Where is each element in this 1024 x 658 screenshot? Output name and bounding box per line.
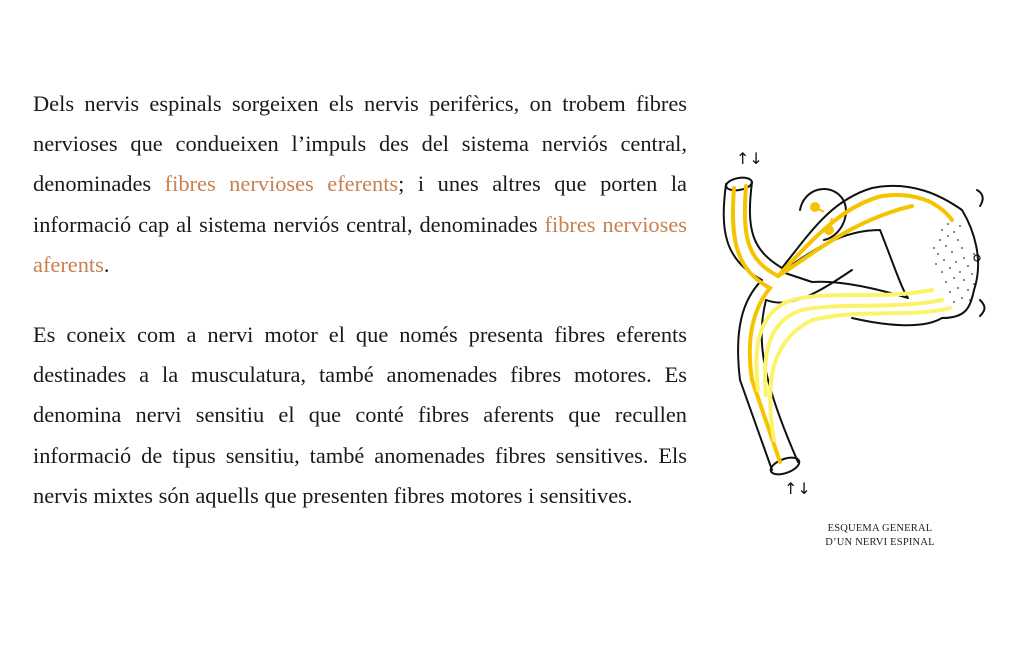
bottom-arrows-icon: ↑↓ <box>784 479 811 498</box>
top-arrows-icon: ↑↓ <box>736 149 763 168</box>
paragraph-1-text-a: Dels nervis espinals sorgeixen els nervis perifèrics, on trobem fibres nervioses que condueixen l’impuls des del sistema nerviós central, denominades <box>33 91 687 197</box>
term-efferent-fibres: fibres nervioses eferents <box>164 171 399 197</box>
figure-caption <box>752 522 1008 549</box>
spinal-nerve-diagram <box>712 140 1002 560</box>
paragraph-1-text-c: . <box>103 251 110 277</box>
paragraph-1 <box>33 84 687 285</box>
paragraph-2: Es coneix com a nervi motor el que només presenta fibres eferents destinades a la musculatura, també anomenades fibres motores. Es denomina nervi sensitiu el que conté fibres aferents que recullen informació de tipus sensitiu, també anomenades fibres sensitives. Els nervis mixtes són aquells que presenten fibres motores i sensitives. <box>33 322 687 508</box>
ganglion-stipple <box>933 223 979 303</box>
caption-line-1: ESQUEMA GENERAL <box>827 523 933 534</box>
term-afferent-fibres: fibres nervioses aferents <box>33 211 687 277</box>
body-text <box>33 84 687 546</box>
caption-line-2: D’UN NERVI ESPINAL <box>825 536 935 548</box>
paragraph-1-text-b: ; i unes altres que porten la informació cap al sistema nerviós central, denominades <box>33 171 687 237</box>
